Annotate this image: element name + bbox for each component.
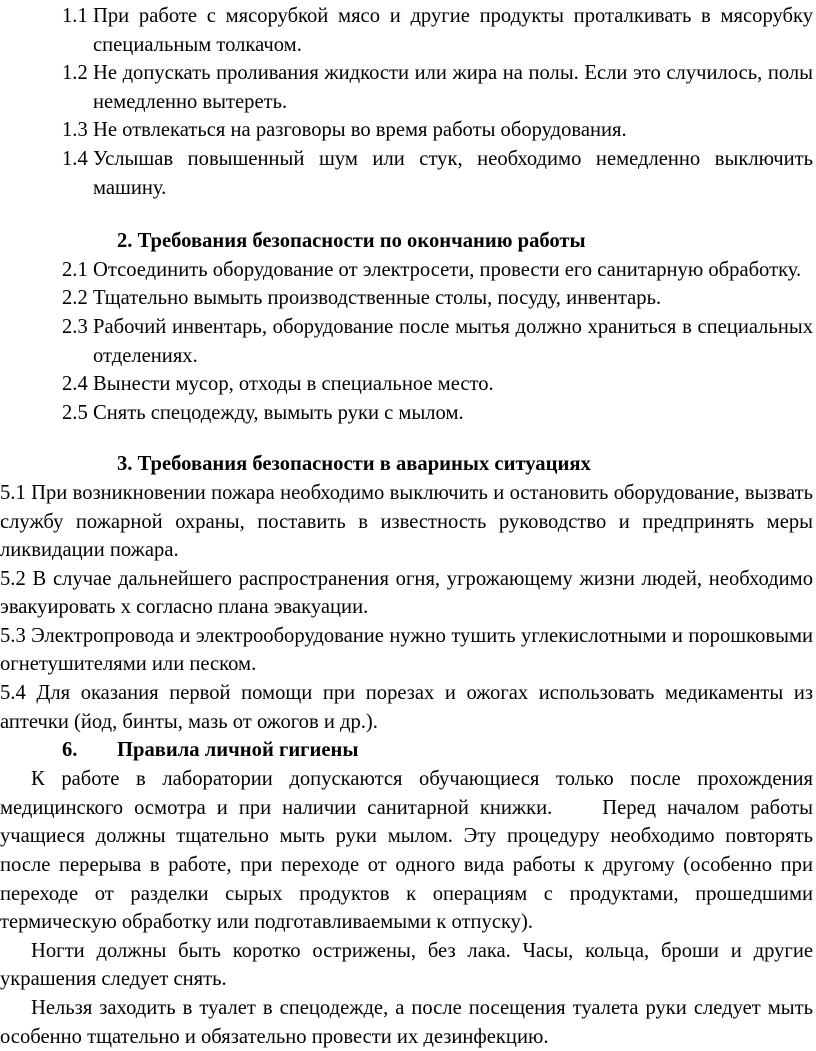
section-6-number: 6. <box>62 739 78 762</box>
emergency-item-5-2: 5.2 В случае дальнейшего распространения огня, угрожающему жизни людей, необходимо эвакуировать х согласно плана эвакуации. <box>0 567 813 619</box>
emergency-item-5-3: 5.3 Электропровода и электрооборудование нужно тушить углекислотными и порошковыми огнетушителями или песком. <box>0 624 813 676</box>
item-number: 2.1 <box>62 258 88 281</box>
item-text: Услышав повышенный шум или стук, необходимо немедленно выключить машину. <box>93 147 813 199</box>
item-number: 1.2 <box>62 62 88 85</box>
item-number: 1.3 <box>62 119 88 142</box>
item-text: Рабочий инвентарь, оборудование после мытья должно храниться в специальных отделениях. <box>93 315 813 367</box>
list-item-2-2 <box>0 284 813 313</box>
item-text: При работе с мясорубкой мясо и другие продукты проталкивать в мясорубку специальным толкачом. <box>93 5 813 56</box>
item-number: 2.5 <box>62 401 88 424</box>
emergency-item-5-1: 5.1 При возникновении пожара необходимо выключить и остановить оборудование, вызвать службу пожарной охраны, поставить в известность руководство и предпринять меры ликвидации пожара. <box>0 481 813 562</box>
item-number: 2.4 <box>62 373 88 396</box>
item-text: Тщательно вымыть производственные столы, посуду, инвентарь. <box>93 287 662 310</box>
emergency-item-5-4: 5.4 Для оказания первой помощи при порезах и ожогах использовать медикаменты из аптечки (йод, бинты, мазь от ожогов и др.). <box>0 682 813 733</box>
list-item-1-2 <box>0 59 813 116</box>
hygiene-paragraph-3: Нельзя заходить в туалет в спецодежде, а после посещения туалета руки следует мыть особенно тщательно и обязательно провести их дезинфекцию. <box>0 997 813 1048</box>
item-number: 1.4 <box>62 147 88 170</box>
hygiene-paragraph-1 <box>0 765 813 937</box>
hygiene-paragraph-1b: Перед началом работы учащиеся должны тщательно мыть руки мылом. Эту процедуру необходимо повторять после перерыва в работе, при переходе от одного вида работы к другому (особенно при переходе от разделки сырых продуктов к операциям с продуктами, прошедшими термическую обработку или подготавливаемыми к отпуску). <box>0 796 813 934</box>
list-item-1-1 <box>0 2 813 59</box>
section-6-heading <box>0 736 813 765</box>
item-text: Не отвлекаться на разговоры во время работы оборудования. <box>93 119 627 142</box>
section-2-heading: 2. Требования безопасности по окончанию работы <box>117 230 586 253</box>
item-text: Отсоединить оборудование от электросети, провести его санитарную обработку. <box>93 258 802 281</box>
list-item-1-4 <box>0 145 813 202</box>
item-number: 2.2 <box>62 287 88 310</box>
list-item-2-5 <box>0 399 813 428</box>
list-item-2-4 <box>0 370 813 399</box>
item-text: Не допускать проливания жидкости или жира на полы. Если это случилось, полы немедленно вытереть. <box>93 62 813 113</box>
item-number: 1.1 <box>62 5 88 27</box>
section-3-heading: 3. Требования безопасности в авариных ситуациях <box>117 453 591 476</box>
item-text: Вынести мусор, отходы в специальное место. <box>93 373 494 396</box>
item-text: Снять спецодежду, вымыть руки с мылом. <box>93 401 464 424</box>
list-item-2-1 <box>0 256 813 285</box>
list-item-1-3 <box>0 116 813 145</box>
hygiene-paragraph-2: Ногти должны быть коротко острижены, без лака. Часы, кольца, броши и другие украшения следует снять. <box>0 939 813 991</box>
hygiene-paragraph-1a: К работе в лаборатории допускаются обучающиеся только после прохождения медицинского осмотра и при наличии санитарной книжки. <box>0 768 813 819</box>
list-item-2-3 <box>0 313 813 370</box>
section-6-title: Правила личной гигиены <box>117 739 359 762</box>
item-number: 2.3 <box>62 315 88 338</box>
